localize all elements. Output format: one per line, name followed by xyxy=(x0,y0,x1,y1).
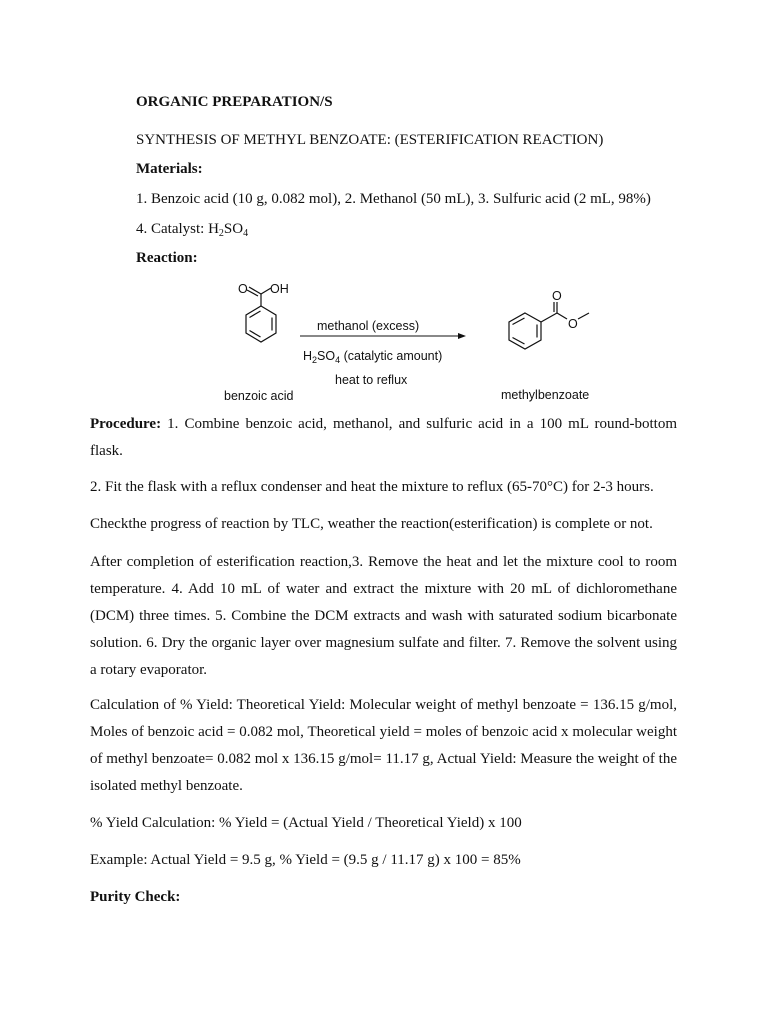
procedure-paragraph xyxy=(90,411,677,465)
arrow-reagent-top: methanol (excess) xyxy=(317,319,420,333)
product-name: methylbenzoate xyxy=(501,388,590,402)
procedure-step-2: 2. Fit the flask with a reflux condenser and heat the mixture to reflux (65-70°C) for 2-3 hours. xyxy=(90,479,654,495)
catalyst-sub-2: 2 xyxy=(218,228,224,239)
yield-formula: % Yield Calculation: % Yield = (Actual Yield / Theoretical Yield) x 100 xyxy=(90,815,522,831)
purity-check-heading: Purity Check: xyxy=(90,889,181,905)
carbonyl-bond xyxy=(249,287,261,294)
materials-list: 1. Benzoic acid (10 g, 0.082 mol), 2. Methanol (50 mL), 3. Sulfuric acid (2 mL, 98%) xyxy=(136,191,651,207)
reactant-o-label: O xyxy=(238,282,248,296)
document-title: ORGANIC PREPARATION/S xyxy=(136,94,333,110)
catalyst-mid: SO xyxy=(223,221,244,237)
catalyst-prefix: 4. Catalyst: H xyxy=(136,221,219,237)
arrow-condition: heat to reflux xyxy=(335,373,408,387)
product-carbonyl-o-label: O xyxy=(552,289,562,303)
procedure-label: Procedure: xyxy=(90,416,162,432)
reaction-scheme xyxy=(0,278,768,408)
product-ether-o-label: O xyxy=(568,317,578,331)
yield-example: Example: Actual Yield = 9.5 g, % Yield = (9.5 g / 11.17 g) x 100 = 85% xyxy=(90,852,521,868)
arrow-reagent-bottom: $H_2SO_4$ (catalytic amount) xyxy=(303,349,443,365)
benzene-ring xyxy=(509,313,541,349)
catalyst-sub-4: 4 xyxy=(243,228,249,239)
arrow-head xyxy=(458,333,466,339)
reactant-oh-label: OH xyxy=(270,282,289,296)
materials-heading: Materials: xyxy=(136,161,203,177)
document-subtitle: SYNTHESIS OF METHYL BENZOATE: (ESTERIFICATION REACTION) xyxy=(136,132,604,148)
reaction-heading: Reaction: xyxy=(136,250,198,266)
reactant-name: benzoic acid xyxy=(224,389,294,403)
ether-bond xyxy=(557,313,567,319)
procedure-step-1: 1. Combine benzoic acid, methanol, and sulfuric acid in a 100 mL round-bottom flask. xyxy=(90,416,677,459)
after-completion-paragraph: After completion of esterification reaction,3. Remove the heat and let the mixture cool to room temperature. 4. Add 10 mL of water and extract the mixture with 20 mL of dichloromethane (DCM) three times. 5. Combine the DCM extracts and wash with saturated sodium bicarbonate solution. 6. Dry the organic layer over magnesium sulfate and filter. 7. Remove the solvent using a rotary evaporator. xyxy=(90,554,677,678)
catalyst-line xyxy=(136,221,248,238)
tlc-check-text: Checkthe progress of reaction by TLC, weather the reaction(esterification) is complete or not. xyxy=(90,516,653,532)
yield-calculation-paragraph: Calculation of % Yield: Theoretical Yield: Molecular weight of methyl benzoate = 136.15 g/mol, Moles of benzoic acid = 0.082 mol, Theoretical yield = moles of benzoic acid x molecular weight of methyl benzoate= 0.082 mol x 136.15 g/mol= 11.17 g, Actual Yield: Measure the weight of the isolated methyl benzoate. xyxy=(90,697,677,794)
methyl-bond xyxy=(578,313,589,319)
ester-bond xyxy=(541,313,557,322)
